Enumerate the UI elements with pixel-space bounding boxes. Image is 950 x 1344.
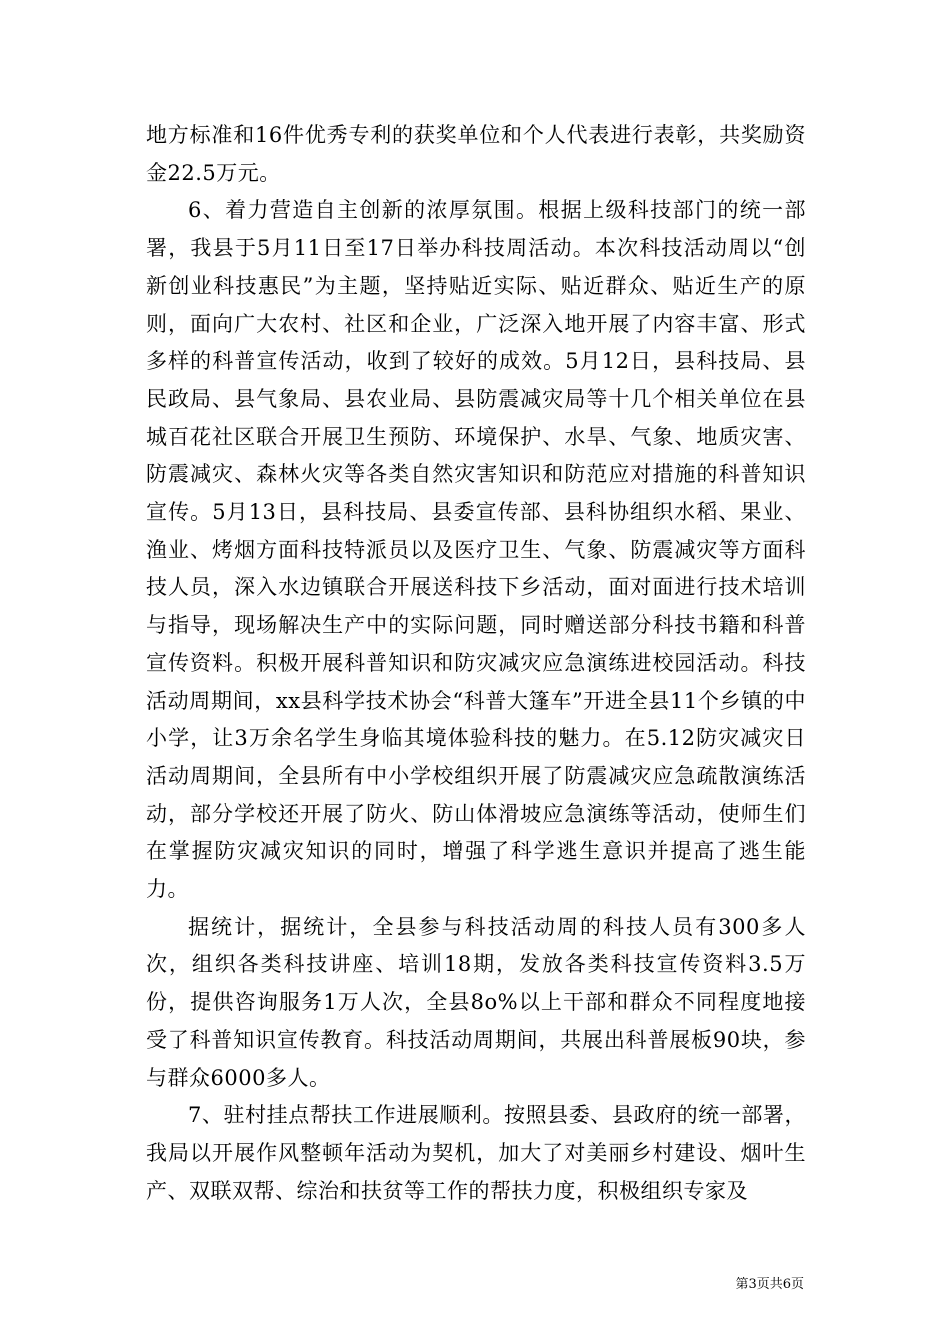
paragraph-science-week: 6、着力营造自主创新的浓厚氛围。根据上级科技部门的统一部署，我县于5月11日至17日举办科技周活动。本次科技活动周以“创新创业科技惠民”为主题，坚持贴近实际、贴近群众、贴近生产的原则，面向广大农村、社区和企业，广泛深入地开展了内容丰富、形式多样的科普宣传活动，收到了较好的成效。5月12日，县科技局、县民政局、县气象局、县农业局、县防震减灾局等十几个相关单位在县城百花社区联合开展卫生预防、环境保护、水旱、气象、地质灾害、防震减灾、森林火灾等各类自然灾害知识和防范应对措施的科普知识宣传。5月13日，县科技局、县委宣传部、县科协组织水稻、果业、渔业、烤烟方面科技特派员以及医疗卫生、气象、防震减灾等方面科技人员，深入水边镇联合开展送科技下乡活动，面对面进行技术培训与指导，现场解决生产中的实际问题，同时赠送部分科技书籍和科普宣传资料。积极开展科普知识和防灾减灾应急演练进校园活动。科技活动周期间，xx县科学技术协会“科普大篷车”开进全县11个乡镇的中小学，让3万余名学生身临其境体验科技的魅力。在5.12防灾减灾日活动周期间，全县所有中小学校组织开展了防震减灾应急疏散演练活动，部分学校还开展了防火、防山体滑坡应急演练等活动，使师生们在掌握防灾减灾知识的同时，增强了科学逃生意识并提高了逃生能力。 [146, 198, 806, 902]
document-body [146, 117, 806, 1210]
paragraph-village-support: 7、驻村挂点帮扶工作进展顺利。按照县委、县政府的统一部署，我局以开展作风整顿年活动为契机，加大了对美丽乡村建设、烟叶生产、双联双帮、综治和扶贫等工作的帮扶力度，积极组织专家及 [146, 1103, 806, 1203]
paragraph-award-continuation: 地方标准和16件优秀专利的获奖单位和个人代表进行表彰，共奖励资金22.5万元。 [146, 123, 806, 185]
page-number-footer: 第3页共6页 [735, 1277, 804, 1292]
paragraph-statistics: 据统计，据统计，全县参与科技活动周的科技人员有300多人次，组织各类科技讲座、培训18期，发放各类科技宣传资料3.5万份，提供咨询服务1万人次，全县8o%以上干部和群众不同程度地接受了科普知识宣传教育。科技活动周期间，共展出科普展板90块，参与群众6000多人。 [146, 914, 806, 1090]
